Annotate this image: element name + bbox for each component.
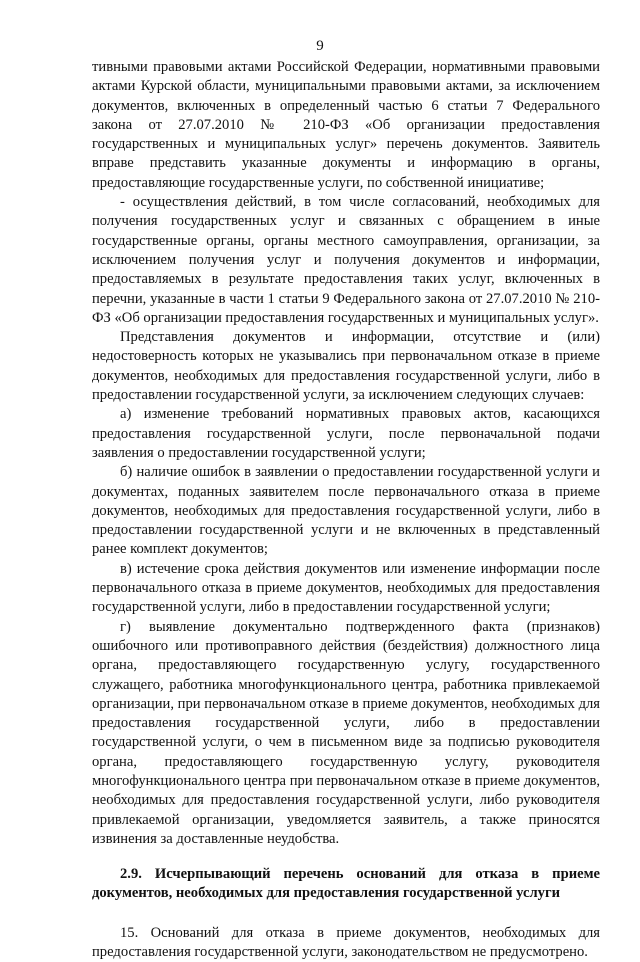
list-item-g: г) выявление документально подтвержденного факта (признаков) ошибочного или противоправного действия (бездействия) должностного лица органа, предоставляющего государственную услугу, государственного служащего, работника многофункционального центра, работника привлекаемой организации, при первоначальном отказе в приеме документов, необходимых для предоставления государственной услуги, либо в предоставлении государственной услуги, о чем в письменном виде за подписью руководителя органа, предоставляющего государственную услугу, руководителя многофункционального центра при первоначальном отказе в приеме документов, необходимых для предоставления государственной услуги, либо руководителя привлекаемой организации, уведомляется заявитель, а также приносятся извинения за доставленные неудобства. (92, 618, 600, 847)
paragraph-15: 15. Оснований для отказа в приеме документов, необходимых для предоставления государственной услуги, законодательством не предусмотрено. (92, 924, 600, 961)
page-number: 9 (316, 38, 324, 54)
list-item-b: б) наличие ошибок в заявлении о предоставлении государственной услуги и документах, поданных заявителем после первоначального отказа в приеме документов, необходимых для предоставления государственной услуги, либо в предоставлении государственной услуги и не включенных в представленный ранее комплект документов; (92, 464, 600, 558)
paragraph-representation: Представления документов и информации, отсутствие и (или) недостоверность которых не указывались при первоначальном отказе в приеме документов, необходимых для предоставления государственной услуги, либо в предоставлении государственной услуги, за исключением следующих случаев: (92, 329, 600, 404)
document-body (92, 58, 600, 962)
list-item-v: в) истечение срока действия документов или изменение информации после первоначального отказа в приеме документов, необходимых для предоставления государственной услуги, либо в предоставлении государственной услуги; (92, 560, 600, 616)
paragraph-actions: - осуществления действий, в том числе согласований, необходимых для получения государственных услуг и связанных с обращением в иные государственные органы, органы местного самоуправления, организации, за исключением получения услуг и получения документов и информации, предоставляемых в результате предоставления таких услуг, включенных в перечни, указанные в части 1 статьи 9 Федерального закона от 27.07.2010 № 210-ФЗ «Об организации предоставления государственных и муниципальных услуг». (92, 194, 600, 326)
paragraph-continuation: тивными правовыми актами Российской Федерации, нормативными правовыми актами Курской области, муниципальными правовыми актами, за исключением документов, включенных в определенный частью 6 статьи 7 Федерального закона от 27.07.2010 № 210-ФЗ «Об организации предоставления государственных и муниципальных услуг» перечень документов. Заявитель вправе представить указанные документы и информацию в органы, предоставляющие государственные услуги, по собственной инициативе; (92, 59, 600, 191)
section-heading: 2.9. Исчерпывающий перечень оснований для отказа в приеме документов, необходимых для предоставления государственной услуги (92, 866, 600, 902)
list-item-a: а) изменение требований нормативных правовых актов, касающихся предоставления государственной услуги, после первоначальной подачи заявления о предоставлении государственной услуги; (92, 406, 600, 461)
